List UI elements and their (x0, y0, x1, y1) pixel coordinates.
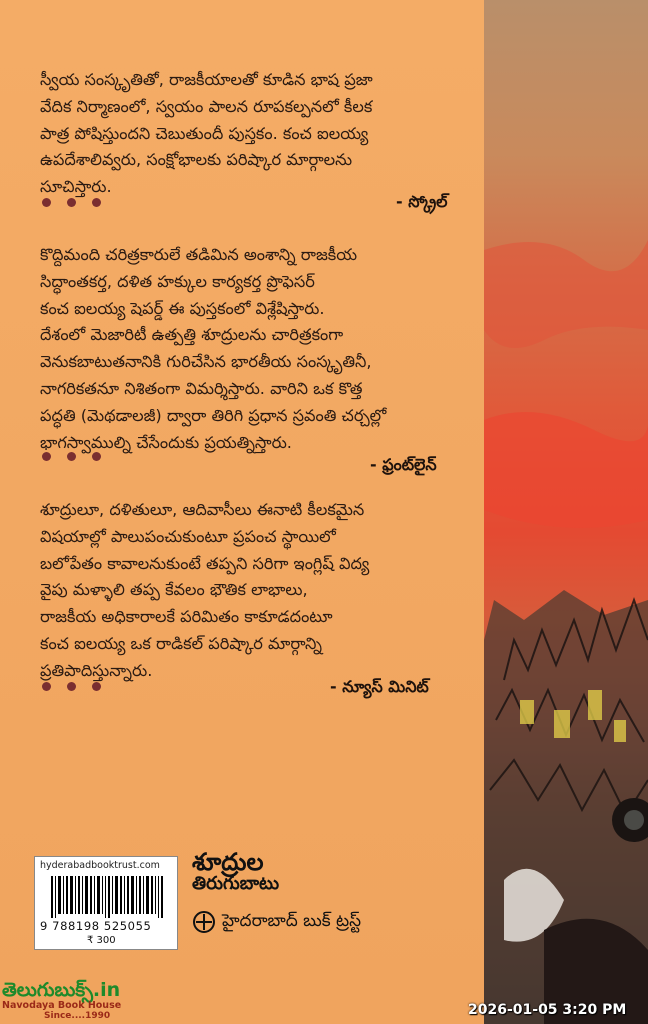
quote-line: వేదిక నిర్మాణంలో, స్వయం పాలన రూపకల్పనలో కీలక (40, 96, 373, 116)
dot (67, 198, 76, 207)
publisher-logo-icon (192, 910, 216, 934)
quote-line: రాజకీయ అధికారాలకే పరిమితం కాకూడదంటూ (40, 607, 333, 627)
publisher-url: hyderabadbooktrust.com (40, 860, 160, 871)
quote-block-1 (40, 67, 470, 201)
quote-line: శూద్రులూ, దళితులూ, ఆదివాసీలు ఈనాటి కీలకమైన (40, 500, 365, 519)
quote-line: నాగరికతనూ నిశితంగా విమర్శిస్తారు. వారిని ఒక కొత్త (40, 378, 363, 398)
quote-line: భాగస్వాముల్ని చేసేందుకు ప్రయత్నిస్తారు. (40, 432, 292, 452)
quote-line: కంచ ఐలయ్య షెపర్డ్ ఈ పుస్తకంలో విశ్లేషిస్తారు. (40, 298, 325, 318)
dot (42, 198, 51, 207)
quote-block-2 (40, 242, 470, 456)
quote-line: విషయాల్లో పాలుపంచుకుంటూ ప్రపంచ స్థాయిలో (40, 526, 336, 546)
quote-line: పాత్ర పోషిస్తుందని చెబుతుందీ పుస్తకం. కంచ ఐలయ్య (40, 123, 369, 143)
site-watermark-logo (2, 980, 121, 1021)
isbn-number: 9 788198 525055 (40, 919, 152, 933)
quote-line: సూచిస్తారు. (40, 177, 112, 197)
dot (42, 452, 51, 461)
separator-dots-1 (42, 198, 101, 207)
dot (67, 452, 76, 461)
site-subtitle: Navodaya Book House (2, 1000, 122, 1011)
dot (92, 198, 101, 207)
quote-source-2: - ఫ్రంట్‌లైన్ (370, 455, 437, 474)
book-title-logo (192, 848, 280, 894)
quote-line: కంచ ఐలయ్య ఒక రాడికల్ పరిష్కార మార్గాన్ని (40, 633, 322, 653)
quote-line: సిద్ధాంతకర్త, దళిత హక్కుల కార్యకర్త ప్రొఫెసర్ (40, 271, 315, 291)
quote-line: స్వీయ సంస్కృతితో, రాజకీయాలతో కూడిన భాష ప్రజా (40, 70, 373, 89)
quote-line: ప్రతిపాదిస్తున్నారు. (40, 660, 153, 680)
quote-block-3 (40, 497, 470, 685)
quote-line: ఉపదేశాలివ్వరు, సంక్షోభాలకు పరిష్కార మార్గాలను (40, 150, 353, 170)
publisher-name: హైదరాబాద్ బుక్ ట్రస్ట్ (222, 911, 362, 931)
quote-source-1: - స్క్రోల్ (396, 192, 448, 211)
quote-line: వైపు మళ్ళాలి తప్ప కేవలం భౌతిక లాభాలు, (40, 580, 308, 600)
barcode-icon (51, 876, 163, 918)
book-title-line-1: శూద్రుల (192, 848, 264, 876)
dot (67, 682, 76, 691)
quote-line: వెనుకబాటుతనానికి గురిచేసిన భారతీయ సంస్కృతినీ, (40, 352, 372, 372)
quote-line: కొద్దిమంది చరిత్రకారులే తడిమిన అంశాన్ని రాజకీయ (40, 245, 358, 264)
site-since: Since....1990 (44, 1011, 111, 1021)
quote-source-3: - న్యూస్ మినిట్ (330, 677, 429, 696)
dot (42, 682, 51, 691)
separator-dots-3 (42, 682, 101, 691)
quote-line: బలోపేతం కావాలనుకుంటే తప్పని సరిగా ఇంగ్లిష్ విద్య (40, 553, 370, 573)
date-time-stamp: 2026-01-05 3:20 PM (468, 1002, 627, 1018)
price: ₹ 300 (87, 935, 116, 946)
dot (92, 452, 101, 461)
cover-artwork (484, 0, 648, 1024)
barcode-label (34, 856, 178, 950)
book-title-line-2: తిరుగుబాటు (192, 873, 280, 894)
quote-line: దేశంలో మెజారిటీ ఉత్పత్తి శూద్రులను చారిత్రకంగా (40, 325, 344, 345)
site-name: తెలుగుబుక్స్.in (2, 979, 121, 1001)
separator-dots-2 (42, 452, 101, 461)
quote-line: పద్ధతి (మెథడాలజీ) ద్వారా తిరిగి ప్రధాన స్రవంతి చర్చల్లో (40, 405, 387, 425)
dot (92, 682, 101, 691)
